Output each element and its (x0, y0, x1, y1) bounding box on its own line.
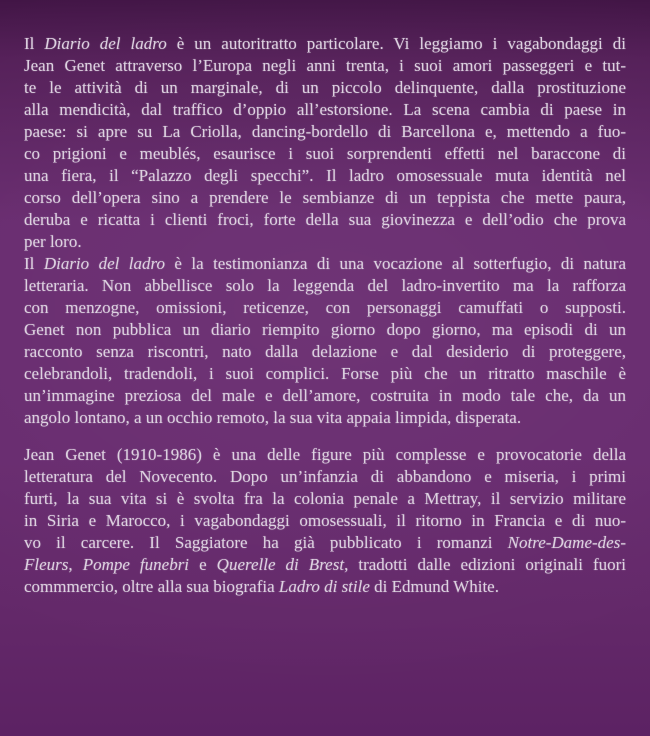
text-segment: , (68, 555, 83, 574)
text-line (24, 532, 626, 554)
paragraph (24, 253, 626, 429)
text-segment: co prigioni e meublés, esaurisce i suoi sorprendenti effetti nel baraccone di (24, 144, 626, 163)
italic-text-segment: Querelle di Brest (216, 555, 345, 574)
italic-text-segment: Diario del ladro (43, 254, 165, 273)
text-line (24, 187, 626, 209)
text-line (24, 253, 626, 275)
text-segment: corso dell’opera sino a prendere le sembianze di un teppista che mette paura, (24, 188, 626, 207)
italic-text-segment: Pompe funebri (82, 555, 190, 574)
text-line (24, 275, 626, 297)
italic-text-segment: Notre-Dame-des- (507, 533, 626, 552)
text-line (24, 466, 626, 488)
text-line (24, 341, 626, 363)
text-line (24, 510, 626, 532)
text-line (24, 363, 626, 385)
text-segment: e (189, 555, 217, 574)
text-segment: letteraria. Non abbellisce solo la leggenda del ladro-invertito ma la rafforza (24, 276, 626, 295)
text-segment: furti, la sua vita si è svolta fra la colonia penale a Mettray, il servizio militare (24, 489, 626, 508)
text-line (24, 77, 626, 99)
text-line (24, 55, 626, 77)
text-segment: vo il carcere. Il Saggiatore ha già pubblicato i romanzi (24, 533, 508, 552)
paragraph (24, 444, 626, 598)
text-line (24, 143, 626, 165)
text-segment: alla mendicità, dal traffico d’oppio all’estorsione. La scena cambia di paese in (24, 100, 626, 119)
text-line (24, 33, 626, 55)
text-segment: , tradotti dalle edizioni originali fuori (344, 555, 627, 574)
text-line (24, 319, 626, 341)
text-segment: angolo lontano, a un occhio remoto, la sua vita appaia limpida, disperata. (24, 408, 522, 427)
italic-text-segment: Diario del ladro (44, 34, 167, 53)
text-line (24, 488, 626, 510)
text-segment: Jean Genet attraverso l’Europa negli anni trenta, i suoi amori passeggeri e tut- (24, 56, 626, 75)
text-line (24, 209, 626, 231)
italic-text-segment: Fleurs (24, 555, 69, 574)
italic-text-segment: Ladro di stile (278, 577, 370, 596)
cover-text-block (24, 33, 626, 598)
text-line (24, 444, 626, 466)
text-segment: Il (24, 34, 45, 53)
text-segment: racconto senza riscontri, nato dalla delazione e dal desiderio di proteggere, (24, 342, 626, 361)
text-segment: per loro. (24, 232, 82, 251)
paragraph (24, 33, 626, 253)
text-line (24, 576, 626, 598)
text-segment: di Edmund White. (369, 577, 499, 596)
text-segment: è la testimonianza di una vocazione al sotterfugio, di natura (164, 254, 626, 273)
text-segment: paese: si apre su La Criolla, dancing-bordello di Barcellona e, mettendo a fuo- (24, 122, 626, 141)
text-segment: con menzogne, omissioni, reticenze, con personaggi camuffati o supposti. (24, 298, 626, 317)
text-segment: celebrandoli, tradendoli, i suoi complici. Forse più che un ritratto maschile è (24, 364, 626, 383)
text-segment: commmercio, oltre alla sua biografia (24, 577, 279, 596)
text-segment: una fiera, il “Palazzo degli specchi”. Il ladro omosessuale muta identità nel (24, 166, 626, 185)
text-line (24, 99, 626, 121)
text-line (24, 297, 626, 319)
text-segment: è un autoritratto particolare. Vi leggiamo i vagabondaggi di (166, 34, 626, 53)
text-segment: deruba e ricatta i clienti froci, forte della sua giovinezza e dell’odio che prova (24, 210, 626, 229)
text-line (24, 121, 626, 143)
text-segment: Il (24, 254, 44, 273)
text-segment: Genet non pubblica un diario riempito giorno dopo giorno, ma episodi di un (24, 320, 626, 339)
text-segment: Jean Genet (1910-1986) è una delle figure più complesse e provocatorie della (24, 445, 626, 464)
text-segment: te le attività di un marginale, di un piccolo delinquente, dalla prostituzione (24, 78, 626, 97)
text-segment: in Siria e Marocco, i vagabondaggi omosessuali, il ritorno in Francia e di nuo- (24, 511, 626, 530)
text-segment: un’immagine preziosa del male e dell’amore, costruita in modo tale che, da un (24, 386, 626, 405)
text-line (24, 554, 626, 576)
text-line (24, 385, 626, 407)
text-segment: letteratura del Novecento. Dopo un’infanzia di abbandono e miseria, i primi (24, 467, 626, 486)
text-line (24, 231, 626, 253)
text-line (24, 165, 626, 187)
text-line (24, 407, 626, 429)
